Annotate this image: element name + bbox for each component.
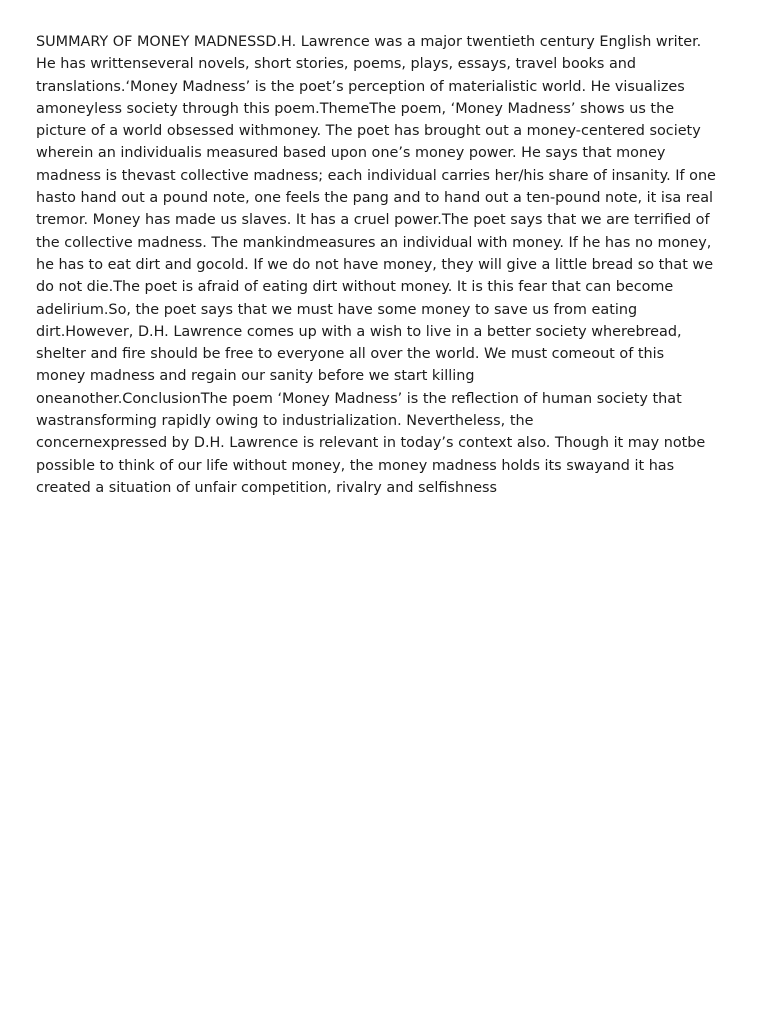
text-line: translations.‘Money Madness’ is the poet’s perception of materialistic world. He visualizes bbox=[36, 78, 685, 95]
text-line: do not die.The poet is afraid of eating dirt without money. It is this fear that can become bbox=[36, 279, 674, 296]
text-line: money madness and regain our sanity before we start killing bbox=[36, 368, 475, 385]
text-line: oneanother.ConclusionThe poem ‘Money Madness’ is the reflection of human society that bbox=[36, 390, 682, 407]
text-line: madness is thevast collective madness; each individual carries her/his share of insanity. If one bbox=[36, 167, 716, 184]
text-line: He has writtenseveral novels, short stories, poems, plays, essays, travel books and bbox=[36, 56, 637, 73]
text-line: adelirium.So, the poet says that we must have some money to save us from eating bbox=[36, 301, 638, 318]
text-line: concernexpressed by D.H. Lawrence is relevant in today’s context also. Though it may notbe bbox=[36, 435, 706, 452]
text-line: the collective madness. The mankindmeasures an individual with money. If he has no money, bbox=[36, 234, 712, 251]
text-line: possible to think of our life without money, the money madness holds its swayand it has bbox=[36, 457, 675, 474]
text-line: he has to eat dirt and gocold. If we do not have money, they will give a little bread so that we bbox=[36, 256, 714, 273]
text-line: wastransforming rapidly owing to industrialization. Nevertheless, the bbox=[36, 413, 534, 430]
text-line: created a situation of unfair competition, rivalry and selfishness bbox=[36, 479, 498, 496]
text-line: wherein an individualis measured based upon one’s money power. He says that money bbox=[36, 145, 666, 162]
text-line: shelter and fire should be free to everyone all over the world. We must comeout of this bbox=[36, 346, 665, 363]
text-line: dirt.However, D.H. Lawrence comes up with a wish to live in a better society wherebread, bbox=[36, 323, 682, 340]
text-line: SUMMARY OF MONEY MADNESSD.H. Lawrence was a major twentieth century English writer. bbox=[36, 34, 702, 50]
text-line: picture of a world obsessed withmoney. The poet has brought out a money-centered society bbox=[36, 123, 701, 140]
text-line: tremor. Money has made us slaves. It has a cruel power.The poet says that we are terrified of bbox=[36, 212, 710, 229]
text-line: hasto hand out a pound note, one feels the pang and to hand out a ten-pound note, it isa real bbox=[36, 190, 714, 207]
summary-text bbox=[36, 31, 736, 499]
text-line: amoneyless society through this poem.ThemeThe poem, ‘Money Madness’ shows us the bbox=[36, 100, 675, 117]
